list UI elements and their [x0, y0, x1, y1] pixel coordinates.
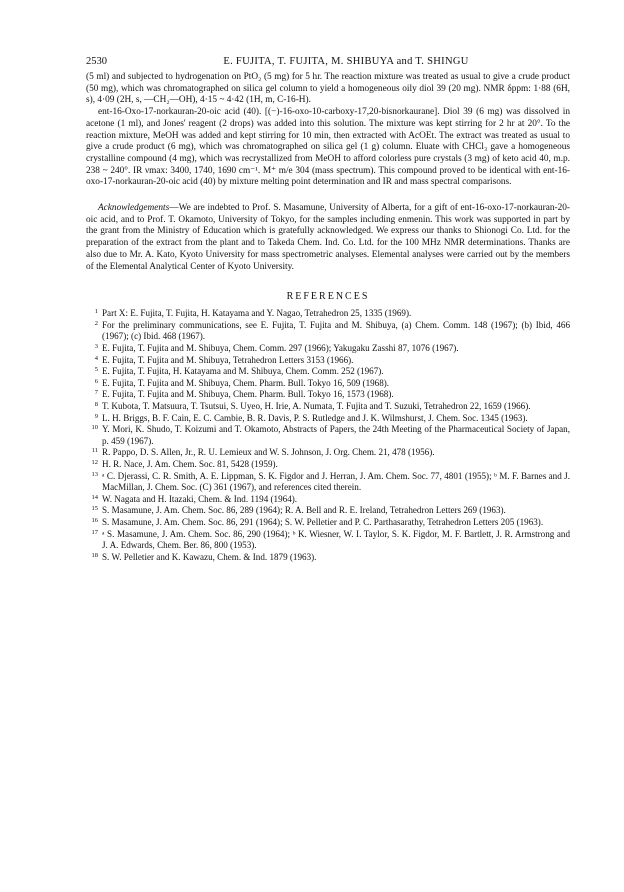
reference-text: S. W. Pelletier and K. Kawazu, Chem. & Ind. 1879 (1963).	[102, 551, 317, 562]
reference-number: 15	[91, 505, 98, 513]
reference-number: 16	[91, 516, 98, 524]
reference-number: 13	[91, 470, 98, 478]
reference-text: E. Fujita, T. Fujita and M. Shibuya, Chem. Comm. 297 (1966); Yakugaku Zasshi 87, 1076 (1967).	[102, 343, 459, 354]
reference-text: R. Pappo, D. S. Allen, Jr., R. U. Lemieux and W. S. Johnson, J. Org. Chem. 21, 478 (1956).	[102, 447, 435, 458]
acknowledgements-label: Acknowledgements	[98, 203, 170, 214]
reference-text: For the preliminary communications, see E. Fujita, T. Fujita and M. Shibuya, (a) Chem. Comm. 148 (1967); (b) Ibid, 466 (1967); (c) Ibid. 468 (1967).	[102, 319, 570, 342]
reference-number: 5	[94, 366, 98, 374]
reference-text: ᵃ C. Djerassi, C. R. Smith, A. E. Lippman, S. K. Figdor and J. Herran, J. Am. Chem. Soc. 77, 4801 (1955); ᵇ M. F. Barnes and J. MacMillan, J. Chem. Soc. (C) 361 (1967), and references cited therein.	[102, 470, 570, 493]
reference-number: 18	[91, 551, 98, 559]
reference-item	[86, 505, 570, 517]
reference-item	[86, 320, 570, 343]
reference-item	[86, 471, 570, 494]
reference-number: 6	[94, 377, 98, 385]
reference-text: L. H. Briggs, B. F. Cain, E. C. Cambie, B. R. Davis, P. S. Rutledge and J. K. Wilmshurst, J. Chem. Soc. 1345 (1963).	[102, 412, 528, 423]
reference-text: E. Fujita, T. Fujita and M. Shibuya, Chem. Pharm. Bull. Tokyo 16, 1573 (1968).	[102, 389, 394, 400]
reference-list	[86, 308, 570, 563]
reference-text: W. Nagata and H. Itazaki, Chem. & Ind. 1194 (1964).	[102, 493, 298, 504]
reference-item	[86, 308, 570, 320]
reference-number: 3	[94, 343, 98, 351]
reference-item	[86, 343, 570, 355]
reference-item	[86, 494, 570, 506]
reference-item	[86, 529, 570, 552]
reference-text: E. Fujita, T. Fujita and M. Shibuya, Chem. Pharm. Bull. Tokyo 16, 509 (1968).	[102, 377, 390, 388]
reference-text: S. Masamune, J. Am. Chem. Soc. 86, 289 (1964); R. A. Bell and R. E. Ireland, Tetrahedron Letters 269 (1963).	[102, 505, 506, 516]
reference-number: 2	[94, 319, 98, 327]
acknowledgements-text: —We are indebted to Prof. S. Masamune, University of Alberta, for a gift of ent-16-oxo-17-norkauran-20-oic acid, and to Prof. T. Okamoto, University of Tokyo, for the samples including enmenin. This work was supported in part by the grant from the Ministry of Education which is gratefully acknowledged. We express our thanks to Shionogi Co. Ltd. for the preparation of the extract from the plant and to Takeda Chem. Ind. Co. Ltd. for the 100 MHz NMR determinations. Thanks are also due to Mr. A. Kato, Kyoto University for mass spectrometric analyses. Elemental analyses were carried out by the members of the Elemental Analytical Center of Kyoto University.	[86, 203, 570, 272]
running-head: E. FUJITA, T. FUJITA, M. SHIBUYA and T. SHINGU	[223, 56, 469, 67]
reference-item	[86, 389, 570, 401]
reference-item	[86, 366, 570, 378]
body-paragraph-2: ent-16-Oxo-17-norkauran-20-oic acid (40). [(−)-16-oxo-10-carboxy-17,20-bisnorkaurane]. Diol 39 (6 mg) was dissolved in acetone (1 ml), and Jones' reagent (2 drops) was added into this solution. The mixture was kept stirring for 2 hr at 20°. To the reaction mixture, MeOH was added and kept stirring for 10 min, then extracted with AcOEt. The extract was treated as usual to give a crude product (6 mg), which was chromatographed on silica gel (1 g) column. Eluate with CHCl₃ gave a homogeneous crystalline compound (4 mg), which was recrystallized from MeOH to afford colorless pure crystals (3 mg) of keto acid 40, m.p. 238 ~ 240°. IR νmax: 3400, 1740, 1690 cm⁻¹. M⁺ m/e 304 (mass spectrum). This compound proved to be identical with ent-16-oxo-17-norkauran-20-oic acid (40) by mixture melting point determination and IR and mass spectral comparisons.	[86, 107, 570, 188]
reference-item	[86, 413, 570, 425]
body-paragraph-1: (5 ml) and subjected to hydrogenation on PtO₂ (5 mg) for 5 hr. The reaction mixture was treated as usual to give a crude product (50 mg), which was chromatographed on silica gel column to yield a homogeneous oily diol 39 (20 mg). NMR δppm: 1·88 (6H, s), 4·09 (2H, s, —CH₂—OH), 4·15 ~ 4·42 (1H, m, C-16-H).	[86, 72, 570, 106]
reference-item	[86, 401, 570, 413]
reference-item	[86, 447, 570, 459]
reference-text: E. Fujita, T. Fujita, H. Katayama and M. Shibuya, Chem. Comm. 252 (1967).	[102, 366, 384, 377]
reference-number: 7	[94, 389, 98, 397]
references-title: REFERENCES	[286, 291, 370, 303]
reference-number: 12	[91, 458, 98, 466]
reference-item	[86, 517, 570, 529]
reference-text: ᵃ S. Masamune, J. Am. Chem. Soc. 86, 290 (1964); ᵇ K. Wiesner, W. I. Taylor, S. K. Figdor, M. F. Bartlett, J. R. Armstrong and J. A. Edwards, Chem. Ber. 86, 800 (1953).	[102, 528, 570, 551]
reference-item	[86, 459, 570, 471]
page-number: 2530	[86, 56, 107, 67]
reference-number: 11	[91, 447, 98, 455]
reference-item	[86, 355, 570, 367]
reference-number: 1	[94, 308, 98, 316]
reference-item	[86, 552, 570, 564]
reference-text: H. R. Nace, J. Am. Chem. Soc. 81, 5428 (1959).	[102, 458, 278, 469]
reference-number: 10	[91, 424, 98, 432]
reference-number: 14	[91, 493, 98, 501]
reference-text: E. Fujita, T. Fujita and M. Shibuya, Tetrahedron Letters 3153 (1966).	[102, 354, 354, 365]
reference-text: Part X: E. Fujita, T. Fujita, H. Katayama and Y. Nagao, Tetrahedron 25, 1335 (1969).	[102, 308, 412, 319]
page-header	[86, 56, 570, 67]
reference-number: 9	[94, 412, 98, 420]
reference-text: S. Masamune, J. Am. Chem. Soc. 86, 291 (1964); S. W. Pelletier and P. C. Parthasarathy, Tetrahedron Letters 205 (1963).	[102, 516, 544, 527]
reference-item	[86, 378, 570, 390]
reference-item	[86, 424, 570, 447]
reference-text: Y. Mori, K. Shudo, T. Koizumi and T. Okamoto, Abstracts of Papers, the 24th Meeting of the Pharmaceutical Society of Japan, p. 459 (1967).	[102, 424, 570, 446]
reference-number: 8	[94, 401, 98, 408]
reference-number: 17	[91, 528, 98, 536]
reference-number: 4	[94, 354, 98, 362]
reference-text: T. Kubota, T. Matsuura, T. Tsutsui, S. Uyeo, H. Irie, A. Numata, T. Fujita and T. Suzuki, Tetrahedron 22, 1659 (1966).	[102, 401, 531, 411]
acknowledgements	[86, 203, 570, 273]
